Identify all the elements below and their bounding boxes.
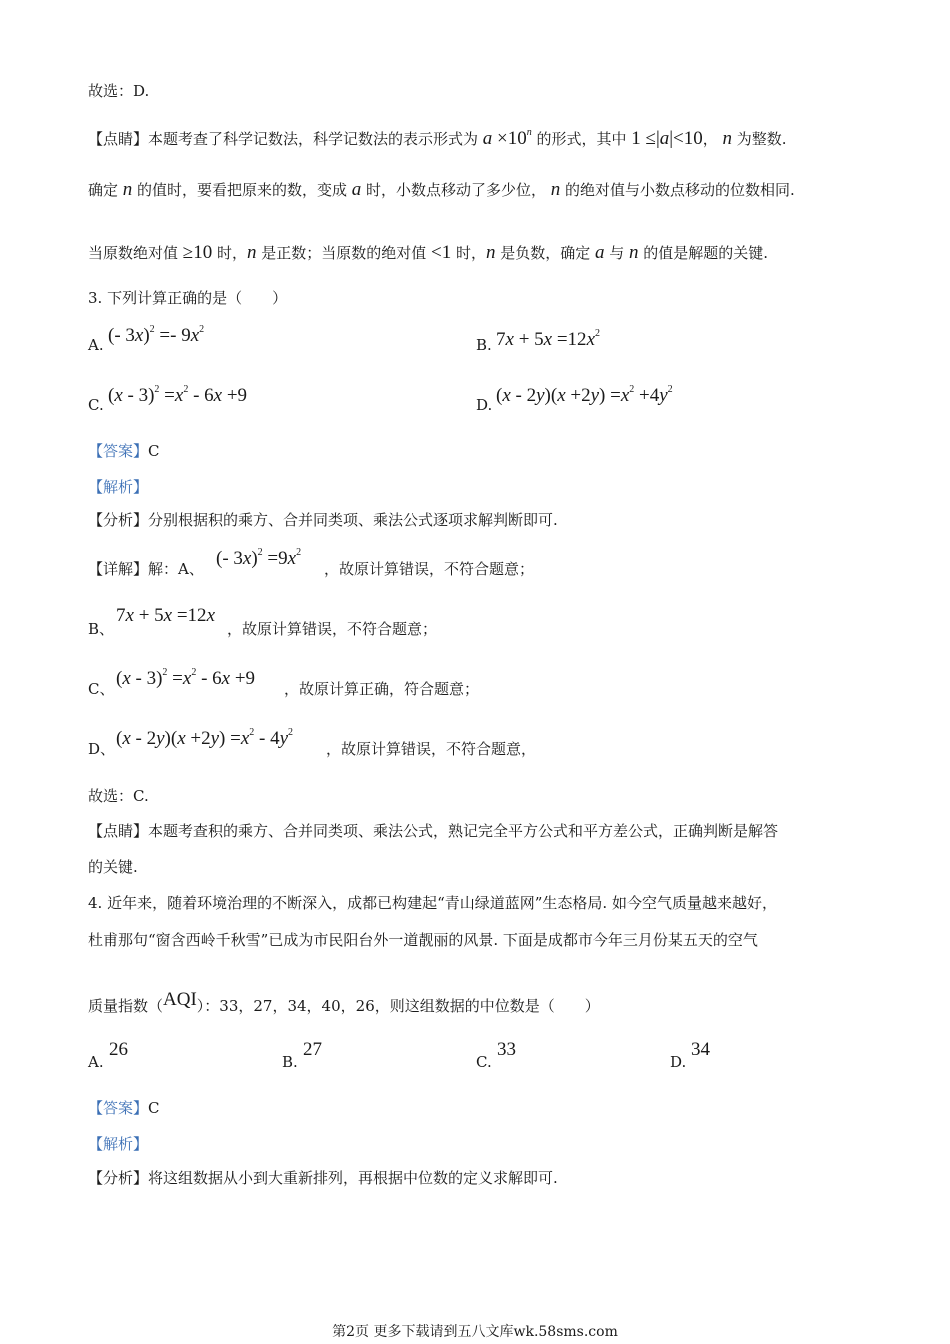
q3-option-c-label: C. bbox=[88, 396, 104, 414]
line2-text-b: 的值时，要看把原来的数，变成 bbox=[137, 181, 348, 199]
q4-fenxi bbox=[88, 1171, 558, 1186]
tip-text-4: 为整数. bbox=[736, 130, 787, 148]
line2-text-c: 时，小数点移动了多少位， bbox=[366, 181, 547, 199]
q3-answer bbox=[88, 444, 160, 459]
q3-stem: 3. 下列计算正确的是（ ） bbox=[88, 289, 288, 307]
detail-tag: 【详解】 bbox=[88, 560, 149, 578]
q3-option-c-math: $(x - 3)^2 =x^2 - 6x +9$ bbox=[108, 384, 248, 406]
prev-tip-line2 bbox=[88, 180, 795, 199]
q3-option-d-label: D. bbox=[476, 396, 493, 414]
q4-option-b-label: B. bbox=[282, 1053, 298, 1071]
fenxi-tag: 【分析】 bbox=[88, 511, 149, 529]
fenxi-text: 将这组数据从小到大重新排列，再根据中位数的定义求解即可. bbox=[148, 1169, 558, 1187]
math-n: n bbox=[246, 242, 257, 263]
q3-detail-c-math: $(x - 3)^2 =x^2 - 6x +9$ bbox=[116, 667, 256, 689]
stem3-pre: 质量指数（ bbox=[88, 997, 164, 1015]
line3-text-a: 当原数绝对值 bbox=[88, 244, 179, 262]
q4-option-b-value: 27 bbox=[303, 1039, 322, 1060]
q3-tip-line1 bbox=[88, 824, 778, 839]
math-n: n bbox=[717, 128, 733, 149]
q3-fenxi bbox=[88, 513, 558, 528]
tip-text: 本题考查积的乘方、合并同类项、乘法公式，熟记完全平方公式和平方差公式，正确判断是解答 bbox=[148, 822, 779, 840]
q3-detail-b-post: ，故原计算错误，不符合题意； bbox=[227, 620, 438, 638]
q3-tip-line2: 的关键. bbox=[88, 858, 138, 876]
stem3-post: ）：33，27，34，40，26，则这组数据的中位数是（ ） bbox=[196, 997, 600, 1015]
math-n: n bbox=[485, 242, 496, 263]
q3-option-d-math: $(x - 2y)(x +2y) =x^2 +4y^2$ bbox=[496, 384, 673, 406]
q4-option-a-label: A. bbox=[88, 1053, 104, 1071]
line2-text-a: 确定 bbox=[88, 181, 119, 199]
q4-option-d-value: 34 bbox=[691, 1039, 710, 1060]
line3-text-e: 是负数，确定 bbox=[500, 244, 591, 262]
tip-text-1: 本题考查了科学记数法，科学记数法的表示形式为 bbox=[148, 130, 479, 148]
math-ge10: ≥10 bbox=[178, 242, 217, 263]
detail-a-pre: 解：A、 bbox=[148, 560, 204, 578]
q3-detail-d-pre: D、 bbox=[88, 740, 116, 758]
q3-detail-d-post: ，故原计算错误，不符合题意， bbox=[326, 740, 537, 758]
q4-option-c-label: C. bbox=[476, 1053, 492, 1071]
answer-tag: 【答案】 bbox=[88, 1099, 149, 1117]
answer-tag: 【答案】 bbox=[88, 442, 149, 460]
prev-choose-line: 故选：D. bbox=[88, 82, 150, 100]
math-lt1: <1 bbox=[426, 242, 456, 263]
page-footer: 第2页 更多下载请到五八文库wk.58sms.com bbox=[332, 1324, 618, 1340]
tip-tag: 【点睛】 bbox=[88, 130, 149, 148]
line3-text-d: 时， bbox=[455, 244, 486, 262]
tip-text-2: 的形式，其中 bbox=[536, 130, 627, 148]
math-a: a bbox=[594, 242, 605, 263]
prev-tip-line3 bbox=[88, 243, 768, 262]
q4-stem-line1: 4. 近年来，随着环境治理的不断深入，成都已构建起“青山绿道蓝网”生态格局. 如今空气质量越来越好， bbox=[88, 894, 777, 912]
math-range: 1 ≤|a|<10 bbox=[626, 128, 703, 149]
line2-text-d: 的绝对值与小数点移动的位数相同. bbox=[565, 181, 795, 199]
q4-stem-line3 bbox=[88, 989, 600, 1015]
answer-value: C bbox=[148, 442, 160, 460]
q3-detail-c-post: ，故原计算正确，符合题意； bbox=[284, 680, 480, 698]
aqi-abbrev: AQI bbox=[163, 989, 197, 1010]
q4-stem-line2: 杜甫那句“窗含西岭千秋雪”已成为市民阳台外一道靓丽的风景. 下面是成都市今年三月份某五天的空气 bbox=[88, 931, 758, 949]
q3-option-b-label: B. bbox=[476, 336, 492, 354]
line3-text-f: 与 bbox=[609, 244, 625, 262]
math-a: a bbox=[351, 179, 362, 200]
math-n: n bbox=[629, 242, 639, 263]
q3-detail-a bbox=[88, 562, 204, 577]
fenxi-tag: 【分析】 bbox=[88, 1169, 149, 1187]
q4-analysis-tag: 【解析】 bbox=[88, 1135, 149, 1153]
q4-answer bbox=[88, 1101, 160, 1116]
answer-value: C bbox=[148, 1099, 160, 1117]
prev-tip-line1 bbox=[88, 128, 787, 148]
q3-detail-c-pre: C、 bbox=[88, 680, 115, 698]
line3-text-c: 是正数；当原数的绝对值 bbox=[261, 244, 427, 262]
q3-detail-b-math: 7x + 5x =12x bbox=[116, 605, 215, 626]
line3-text-g: 的值是解题的关键. bbox=[643, 244, 769, 262]
math-n: n bbox=[122, 179, 133, 200]
q3-detail-a-post: ，故原计算错误，不符合题意； bbox=[324, 560, 535, 578]
q3-analysis-tag: 【解析】 bbox=[88, 478, 149, 496]
q4-option-c-value: 33 bbox=[497, 1039, 516, 1060]
q3-option-b-math: $7x + 5x =12x^2$ bbox=[496, 328, 600, 350]
q3-option-a-label: A. bbox=[88, 336, 104, 354]
fenxi-text: 分别根据积的乘方、合并同类项、乘法公式逐项求解判断即可. bbox=[148, 511, 558, 529]
q3-option-a-math: (- $3x)^2 =- 9x^2$ bbox=[108, 324, 205, 346]
tip-tag: 【点睛】 bbox=[88, 822, 149, 840]
q3-choose: 故选：C. bbox=[88, 787, 149, 805]
q4-option-a-value: 26 bbox=[109, 1039, 128, 1060]
q4-option-d-label: D. bbox=[670, 1053, 687, 1071]
math-sci-notation: $a \times 10^n$ bbox=[482, 127, 532, 149]
line3-text-b: 时， bbox=[216, 244, 247, 262]
tip-text-3: ， bbox=[702, 130, 718, 148]
q3-detail-d-math: $(x - 2y)(x +2y) =x^2 - 4y^2$ bbox=[116, 727, 294, 749]
math-n: n bbox=[550, 179, 561, 200]
q3-detail-a-math: (- $3x)^2 =9x^2$ bbox=[216, 547, 302, 569]
q3-detail-b-pre: B、 bbox=[88, 620, 115, 638]
